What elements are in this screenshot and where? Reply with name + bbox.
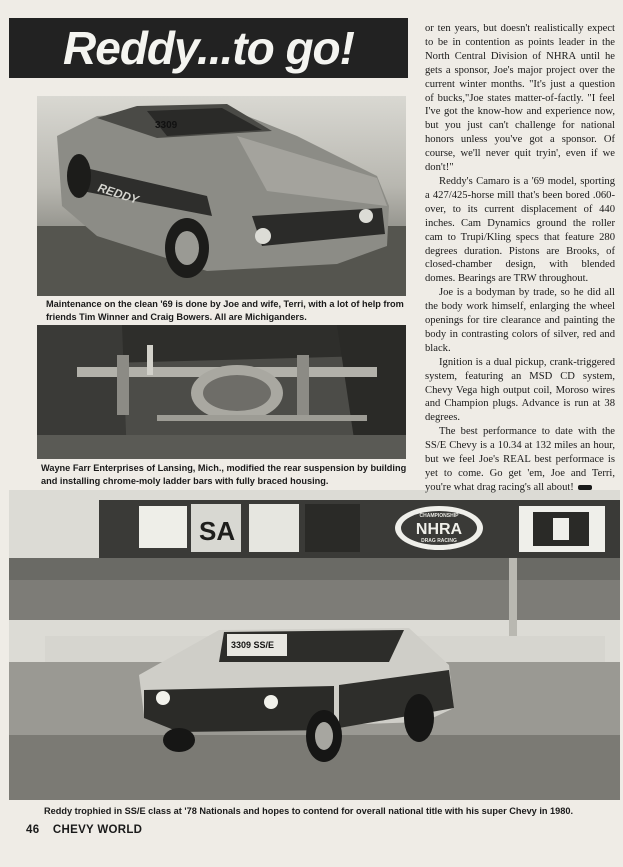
photo-rear-suspension — [37, 325, 406, 459]
headline-text: Reddy...to go! — [63, 22, 354, 74]
windshield-number: 3309 SS/E — [231, 640, 275, 650]
page-footer — [26, 824, 142, 836]
magazine-name: CHEVY WORLD — [52, 824, 143, 836]
banner-nhra-bottom: DRAG RACING — [421, 538, 457, 544]
end-mark-icon — [578, 485, 592, 490]
article-paragraph-5 — [425, 425, 615, 495]
article-paragraph-4: Ignition is a dual pickup, crank-triggered system, featuring an MSD CD system, Chevy Vega high output coil, Moroso wires and Champion plugs. Advance is run at 38 degrees. — [425, 356, 615, 424]
photo-dragstrip — [9, 490, 620, 800]
photo3-caption: Reddy trophied in SS/E class at '78 Nationals and hopes to contend for overall national title with his super Chevy in 1980. — [44, 806, 574, 816]
photo2-caption: Wayne Farr Enterprises of Lansing, Mich., modified the rear suspension by building and installing chrome-moly ladder bars with fully braced housing. — [41, 463, 407, 486]
article-paragraph-3: Joe is a bodyman by trade, so he did all the body work himself, enlarging the wheel openings for tire clearance and painting the body in contrasting colors of silver, red and black. — [425, 287, 615, 354]
article-paragraph-5-text: The best performance to date with the SS/E Chevy is a 10.34 at 132 miles an hour, but we feel Joe's REAL best performace is yet to come. Go get 'em, Joe and Terri, you're what drag racing's all about! — [425, 426, 615, 493]
photo1-caption: Maintenance on the clean '69 is done by Joe and wife, Terri, with a lot of help from friends Tim Winner and Craig Bowers. All are Michiganders. — [46, 299, 404, 322]
article-paragraph-2: Reddy's Camaro is a '69 model, sporting a 427/425-horse mill that's been bored .060-over, to its current displacement of 440 inches. Cam Dynamics ground the roller cam to Trupi/Kling specs that feature 280 degrees duration. Pistons are Brooks, of closed-chamber design, with blended domes. Bearings are TRW throughout. — [425, 175, 615, 285]
banner-nhra-top: CHAMPIONSHIP — [419, 513, 459, 519]
photo-camaro-side — [37, 96, 406, 296]
article-body — [425, 22, 615, 495]
article-paragraph-1: or ten years, but doesn't realistically expect to be in contention as points leader in the North Central Division of NHRA until he gets a sponsor, Joe's major project over the current winter months. "It's just a question of bucks,"Joe states matter-of-factly. "I feel I've got the know-how and experience now, but you just can't challenge for national honors unless you've got a sponsor. Of course, we'll never quit tryin', even if we don't!" — [425, 23, 615, 174]
banner-nhra-text: NHRA — [415, 521, 463, 538]
headline-banner — [9, 18, 408, 78]
car-body-graphic: REDDY — [96, 180, 141, 207]
page-number: 46 — [26, 824, 40, 836]
banner-sa-text: SA — [199, 516, 236, 546]
car-door-number: 3309 — [155, 120, 178, 131]
